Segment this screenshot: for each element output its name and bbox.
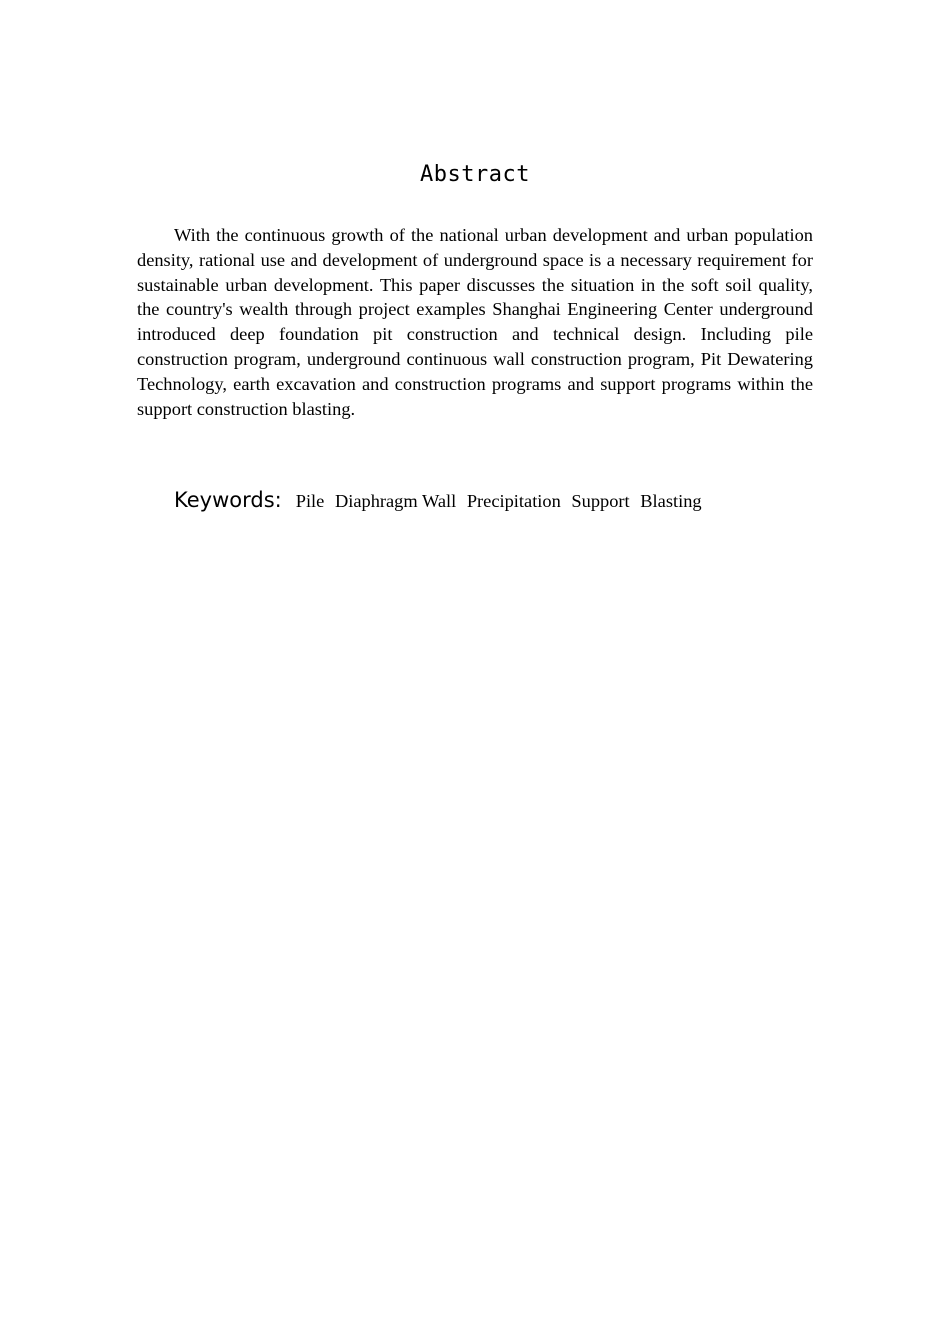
keyword-item: Precipitation [466,491,561,511]
abstract-title: Abstract [420,162,530,187]
abstract-body: With the continuous growth of the national urban development and urban population density, rational use and development of underground space is a necessary requirement for sustainable urban development. This paper discusses the situation in the soft soil quality, the country's wealth through project examples Shanghai Engineering Center underground introduced deep foundation pit construction and technical design. Including pile construction program, underground continuous wall construction program, Pit Dewatering Technology, earth excavation and construction programs and support programs within the support construction blasting. [137,225,813,419]
keyword-item: Support [571,491,630,511]
keywords-line [174,485,874,516]
keyword-item: Pile [295,491,325,511]
keyword-item: Blasting [640,491,702,511]
keyword-item: Diaphragm Wall [334,491,457,511]
keywords-label: Keywords [174,488,275,512]
keywords-list [296,491,708,511]
keywords-colon: : [274,488,282,512]
